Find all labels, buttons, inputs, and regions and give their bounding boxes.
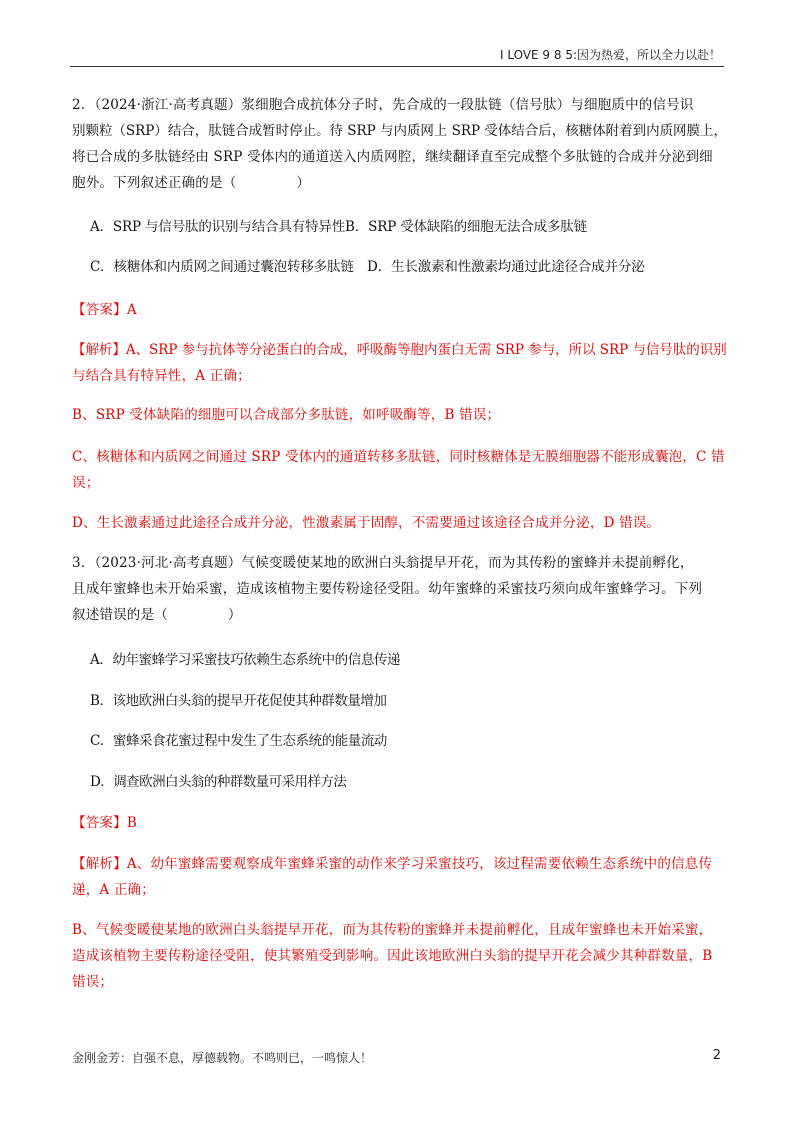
question-2-answer: 【答案】A — [72, 302, 137, 318]
page-number: 2 — [712, 1048, 721, 1063]
question-2-analysis-d: D、生长激素通过此途径合成并分泌，性激素属于固醇，不需要通过该途径合成并分泌，D 错误。 — [72, 515, 661, 531]
question-2-analysis-c: C、核糖体和内质网之间通过 SRP 受体内的通道转移多肽链，同时核糖体是无膜细胞器不能形成囊泡，C 错 误； — [72, 449, 725, 491]
question-3-option-c: C．蜜蜂采食花蜜过程中发生了生态系统的能量流动 — [90, 733, 387, 749]
header-divider — [70, 66, 724, 67]
question-2-options-cd: C．核糖体和内质网之间通过囊泡转移多肽链 D．生长激素和性激素均通过此途径合成并分泌 — [90, 259, 645, 275]
question-3-stem — [72, 550, 724, 628]
question-3-line-1: 3．（2023·河北·高考真题）气候变暖使某地的欧洲白头翁提早开花，而为其传粉的蜜蜂并未提前孵化， — [72, 555, 694, 571]
question-2-analysis-a: 【解析】A、SRP 参与抗体等分泌蛋白的合成，呼吸酶等胞内蛋白无需 SRP 参与，所以 SRP 与信号肽的识别 与结合具有特异性，A 正确； — [72, 342, 727, 384]
question-2-options-ab: A．SRP 与信号肽的识别与结合具有特异性B．SRP 受体缺陷的细胞无法合成多肽链 — [90, 219, 587, 235]
question-3-option-a: A．幼年蜜蜂学习采蜜技巧依赖生态系统中的信息传递 — [90, 652, 401, 668]
question-2-stem — [72, 92, 727, 196]
question-2-analysis-b: B、SRP 受体缺陷的细胞可以合成部分多肽链，如呼吸酶等，B 错误； — [72, 407, 501, 423]
question-3-analysis-b: B、气候变暖使某地的欧洲白头翁提早开花，而为其传粉的蜜蜂并未提前孵化，且成年蜜蜂也未开始采蜜， 造成该植物主要传粉途径受阻，使其繁殖受到影响。因此该地欧洲白头翁的提早开花会减少其种群数量，B 错误； — [72, 922, 713, 990]
question-2-line-4: 胞外。下列叙述正确的是（ ） — [72, 175, 311, 191]
question-2-line-2: 别颗粒（SRP）结合，肽链合成暂时停止。待 SRP 与内质网上 SRP 受体结合后，核糖体附着到内质网膜上， — [72, 123, 727, 139]
question-3-line-2: 且成年蜜蜂也未开始采蜜，造成该植物主要传粉途径受阻。幼年蜜蜂的采蜜技巧须向成年蜜蜂学习。下列 — [72, 581, 703, 597]
question-2-line-3: 将已合成的多肽链经由 SRP 受体内的通道送入内质网腔，继续翻译直至完成整个多肽链的合成并分泌到细 — [72, 149, 713, 165]
footer-motto: 金刚金芳：自强不息，厚德载物。不鸣则已，一鸣惊人！ — [72, 1051, 373, 1065]
question-3-analysis-a: 【解析】A、幼年蜜蜂需要观察成年蜜蜂采蜜的动作来学习采蜜技巧，该过程需要依赖生态系统中的信息传 递，A 正确； — [72, 856, 713, 898]
question-2-line-1: 2．（2024·浙江·高考真题）浆细胞合成抗体分子时，先合成的一段肽链（信号肽）与细胞质中的信号识 — [72, 97, 694, 113]
page-header: I LOVE 9 8 5:因为热爱，所以全力以赴！ — [499, 48, 721, 62]
question-3-answer: 【答案】B — [72, 815, 137, 831]
question-3-option-d: D．调查欧洲白头翁的种群数量可采用样方法 — [90, 774, 347, 790]
question-3-line-3: 叙述错误的是（ ） — [72, 607, 242, 623]
question-3-option-b: B．该地欧洲白头翁的提早开花促使其种群数量增加 — [90, 693, 387, 709]
